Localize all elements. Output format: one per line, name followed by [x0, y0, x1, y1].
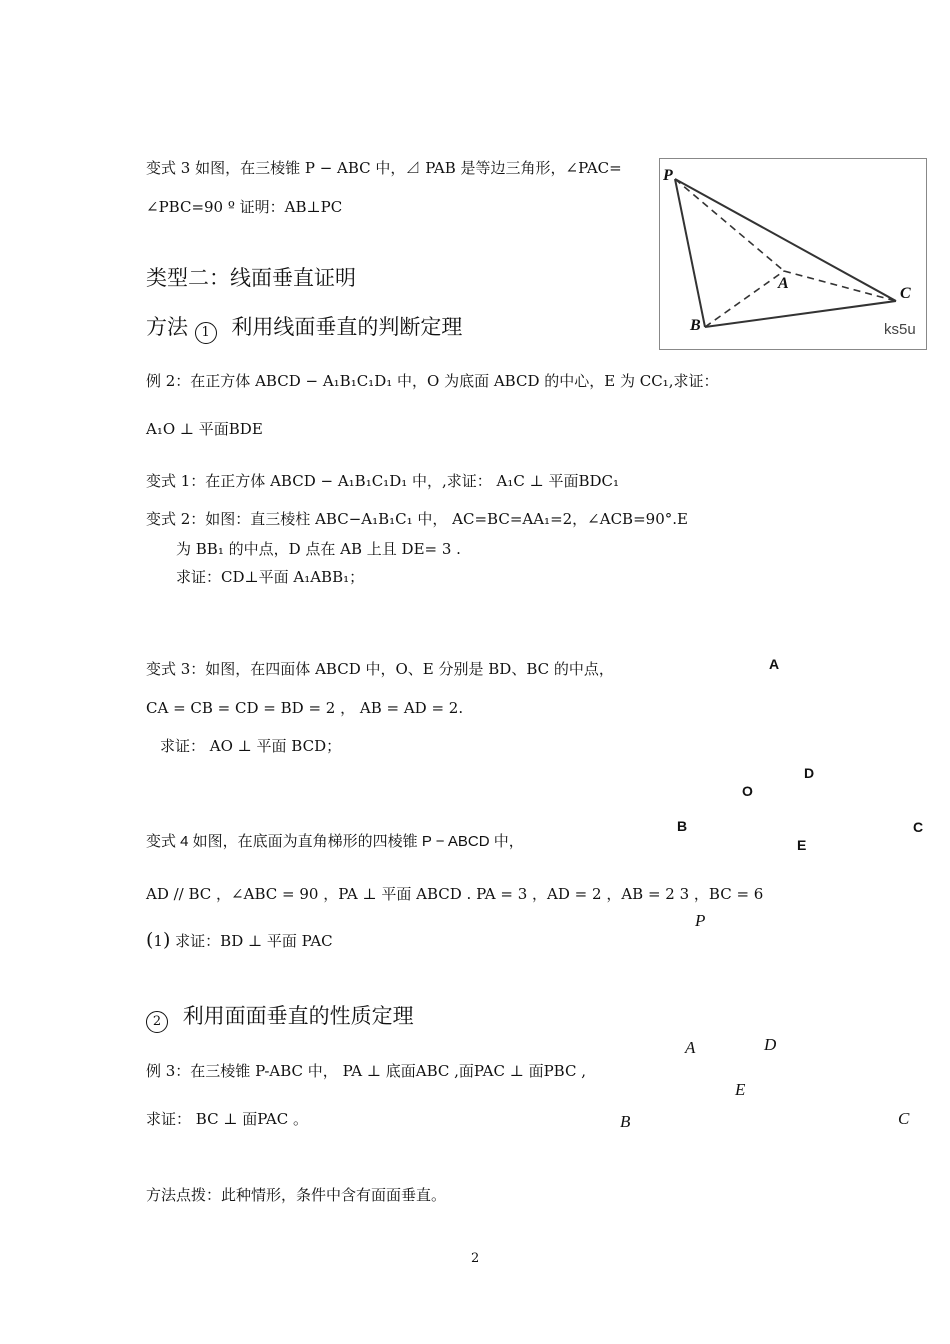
- variant2-line1: 变式 2：如图：直三棱柱 ABC−A₁B₁C₁ 中， AC=BC=AA₁=2，∠ACB=90°.E: [146, 510, 688, 528]
- label-p: P: [663, 167, 673, 184]
- variant2-line3: 求证：CD⊥平面 A₁ABB₁；: [176, 568, 365, 586]
- bianshi3-line2: ∠PBC=90 º 证明：AB⊥PC: [146, 198, 343, 216]
- method2-heading: [146, 1000, 414, 1033]
- pyramid4-label-c: C: [898, 1109, 910, 1128]
- variant4-question1: (1) 求证：BD ⊥ 平面 PAC: [146, 929, 333, 951]
- type-two-heading: 类型二：线面垂直证明: [146, 266, 356, 290]
- label-a: A: [778, 275, 789, 292]
- watermark-text: ks5u: [884, 321, 916, 338]
- example3-line1: 例 3：在三棱锥 P-ABC 中， PA ⊥ 底面ABC ,面PAC ⊥ 面PBC ,: [146, 1062, 586, 1080]
- pyramid4-label-p: P: [695, 911, 706, 930]
- example2-line2: A₁O ⊥ 平面BDE: [146, 420, 263, 438]
- example3-line2: 求证： BC ⊥ 面PAC 。: [146, 1110, 308, 1128]
- tetra-label-a: A: [769, 656, 780, 672]
- method2-text: 利用面面垂直的性质定理: [182, 1004, 414, 1028]
- pyramid4-label-e: E: [735, 1080, 746, 1099]
- method1-prefix: 方法: [146, 315, 188, 339]
- tetra-label-d: D: [804, 765, 815, 781]
- tetra-label-c: C: [913, 819, 924, 835]
- variant4-line1: 变式 4 如图，在底面为直角梯形的四棱锥 P − ABCD 中，: [146, 833, 524, 850]
- method-tip: 方法点拨：此种情形，条件中含有面面垂直。: [146, 1186, 447, 1204]
- pyramid-figure: [659, 158, 927, 350]
- method1-number-badge: 1: [195, 322, 217, 344]
- method1-heading: [146, 311, 462, 344]
- label-b: B: [690, 317, 701, 334]
- tetra-label-b: B: [677, 818, 688, 834]
- variant3-line3: 求证： AO ⊥ 平面 BCD；: [160, 737, 342, 755]
- variant4-line2: AD // BC ，∠ABC = 90 ，PA ⊥ 平面 ABCD . PA = 3 ，AD = 2 ，AB = 2 3 ，BC = 6: [146, 885, 764, 903]
- bianshi3-line1: 变式 3 如图，在三棱锥 P − ABC 中，⊿ PAB 是等边三角形，∠PAC=: [146, 159, 622, 177]
- pyramid4-label-d: D: [764, 1035, 777, 1054]
- example2-line1: 例 2：在正方体 ABCD − A₁B₁C₁D₁ 中，O 为底面 ABCD 的中心，E 为 CC₁,求证：: [146, 372, 719, 390]
- method2-number-badge: 2: [146, 1011, 168, 1033]
- variant3-line2: CA = CB = CD = BD = 2 ， AB = AD = 2.: [146, 699, 464, 717]
- tetra-label-o: O: [742, 783, 753, 799]
- variant2-line2: 为 BB₁ 的中点，D 点在 AB 上且 DE= 3 .: [176, 540, 461, 558]
- q1-number: 1: [153, 932, 163, 950]
- page-number: 2: [471, 1251, 480, 1266]
- label-c: C: [900, 285, 911, 302]
- q1-text: 求证：BD ⊥ 平面 PAC: [175, 932, 333, 950]
- variant1-line: 变式 1：在正方体 ABCD − A₁B₁C₁D₁ 中，,求证： A₁C ⊥ 平面BDC₁: [146, 472, 620, 490]
- pyramid4-label-a: A: [685, 1038, 696, 1057]
- pyramid4-label-b: B: [620, 1112, 631, 1131]
- tetra-label-e: E: [797, 837, 807, 853]
- variant3-line1: 变式 3：如图，在四面体 ABCD 中，O、E 分别是 BD、BC 的中点，: [146, 660, 614, 678]
- method1-text: 利用线面垂直的判断定理: [231, 315, 463, 339]
